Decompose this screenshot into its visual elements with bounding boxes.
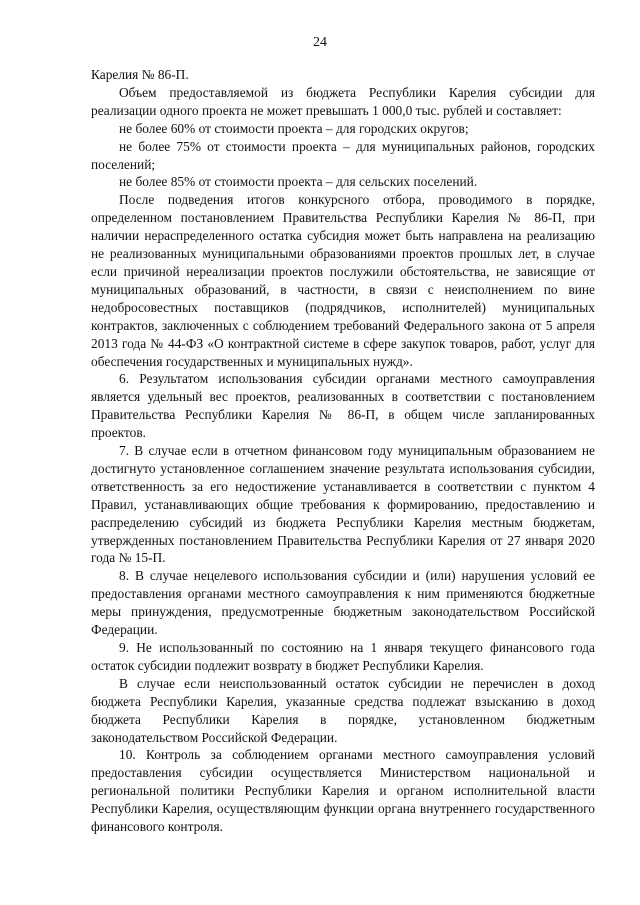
document-body — [91, 66, 595, 836]
paragraph-subsidy-volume: Объем предоставляемой из бюджета Республики Карелия субсидии для реализации одного проекта не может превышать 1 000,0 тыс. рублей и составляет: — [91, 84, 595, 118]
paragraph-item-9: 9. Не использованный по состоянию на 1 января текущего финансового года остаток субсидии подлежит возврату в бюджет Республики Карелия. — [91, 640, 595, 673]
paragraph-unused-balance: В случае если неиспользованный остаток субсидии не перечислен в доход бюджета Республики Карелия, указанные средства подлежат взысканию в доход бюджета Республики Карелия в порядке, установленном бюджетным законодательством Российской Федерации. — [91, 675, 595, 745]
paragraph-item-6: 6. Результатом использования субсидии органами местного самоуправления является удельный вес проектов, реализованных в соответствии с постановлением Правительства Республики Карелия № 86-П, в общем числе запланированных проектов. — [91, 371, 595, 441]
paragraph-after-selection: После подведения итогов конкурсного отбора, проводимого в порядке, определенном постановлением Правительства Республики Карелия № 86-П, при наличии нераспределенного остатка субсидия может быть направлена на реализацию не реализованных муниципальными образованиями проектов прошлых лет, в случае если причиной нереализации проектов послужили обстоятельства, не зависящие от муниципальных образований, в частности, в связи с неисполнением по вине недобросовестных поставщиков (подрядчиков, исполнителей) муниципальных контрактов, заключенных с соблюдением требований Федерального закона от 5 апреля 2013 года № 44-ФЗ «О контрактной системе в сфере закупок товаров, работ, услуг для обеспечения государственных и муниципальных нужд». — [91, 192, 595, 369]
paragraph-limit-municipal-districts: не более 75% от стоимости проекта – для муниципальных районов, городских поселений; — [91, 138, 595, 172]
paragraph-item-8: 8. В случае нецелевого использования субсидии и (или) нарушения условий ее предоставления органами местного самоуправления к ним применяются бюджетные меры принуждения, предусмотренные бюджетным законодательством Российской Федерации. — [91, 568, 595, 638]
paragraph-limit-rural-settlements: не более 85% от стоимости проекта – для сельских поселений. — [119, 174, 478, 190]
paragraph-limit-city-districts: не более 60% от стоимости проекта – для городских округов; — [119, 120, 469, 136]
paragraph-item-7: 7. В случае если в отчетном финансовом году муниципальным образованием не достигнуто установленное соглашением значение результата использования субсидии, ответственность за его недостижение устанавливается в соответствии с пунктом 4 Правил, устанавливающих общие требования к формированию, предоставлению и распределению субсидий из бюджета Республики Карелия местным бюджетам, утвержденных постановлением Правительства Республики Карелия от 27 января 2020 года № 15-П. — [91, 443, 595, 566]
paragraph-item-10: 10. Контроль за соблюдением органами местного самоуправления условий предоставления субсидии осуществляется Министерством национальной и региональной политики Республики Карелия и органом исполнительной власти Республики Карелия, осуществляющим функции органа внутреннего государственного финансового контроля. — [91, 747, 595, 835]
page-number: 24 — [313, 35, 327, 50]
paragraph-continuation: Карелия № 86-П. — [91, 67, 189, 82]
